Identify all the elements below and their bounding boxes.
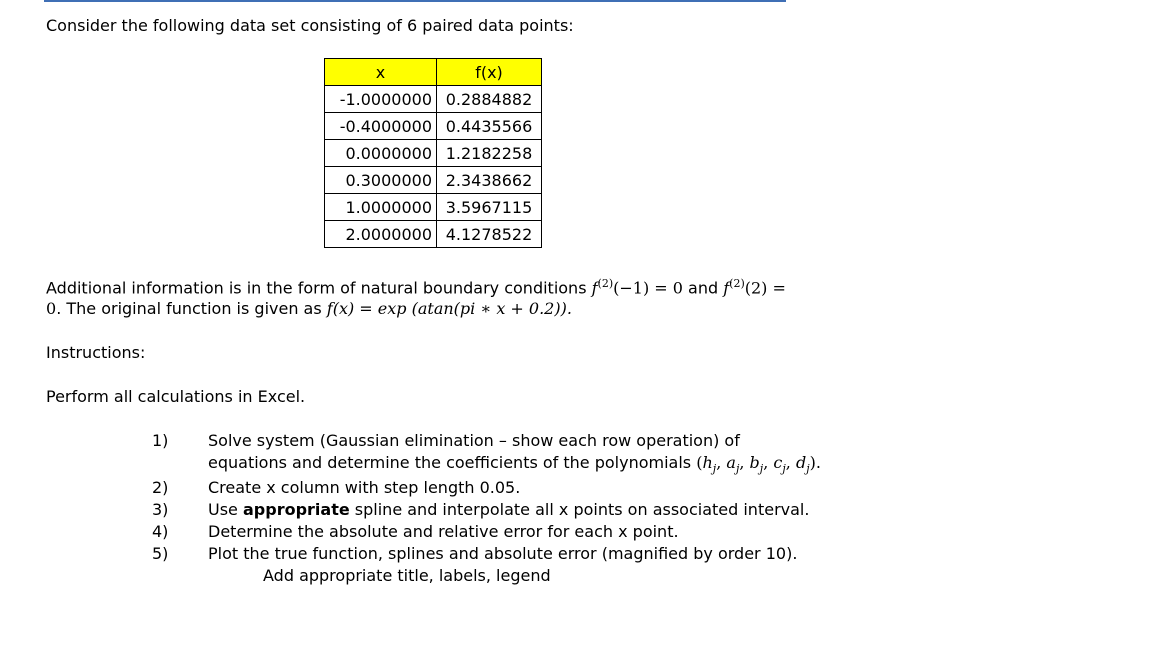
cell-x: 2.0000000 bbox=[325, 221, 437, 248]
table-row bbox=[325, 113, 542, 140]
cell-x: -0.4000000 bbox=[325, 113, 437, 140]
step-text-post: spline and interpolate all x points on associated interval. bbox=[349, 500, 810, 519]
math-zero: 0 bbox=[46, 299, 57, 318]
step-number: 5) bbox=[152, 544, 169, 563]
math-paren: ( bbox=[696, 453, 703, 472]
step-number: 3) bbox=[152, 500, 169, 519]
math-h: h bbox=[702, 453, 713, 472]
math-a: a bbox=[726, 453, 736, 472]
math-sub: j bbox=[712, 462, 717, 476]
step-text-bold: appropriate bbox=[242, 500, 350, 519]
step-text: Plot the true function, splines and absolute error (magnified by order 10). bbox=[208, 544, 798, 563]
boundary-text: Additional information is in the form of natural boundary conditions bbox=[46, 278, 592, 298]
coefficients-text: equations and determine the coefficients of the polynomials bbox=[208, 453, 697, 472]
and-text: and bbox=[682, 278, 724, 298]
math-f: f bbox=[723, 278, 730, 298]
math-cond1: (−1) = 0 bbox=[613, 278, 683, 298]
math-b: b bbox=[749, 453, 760, 472]
boundary-conditions-line1 bbox=[46, 277, 786, 297]
table-row bbox=[325, 86, 542, 113]
table-row bbox=[325, 140, 542, 167]
math-close: ). bbox=[809, 453, 821, 472]
step-text-continued: Add appropriate title, labels, legend bbox=[263, 566, 551, 585]
cell-fx: 4.1278522 bbox=[437, 221, 542, 248]
math-c: c bbox=[773, 453, 783, 472]
math-d: d bbox=[795, 453, 807, 472]
boundary-conditions-line2 bbox=[46, 299, 572, 318]
cell-x: 1.0000000 bbox=[325, 194, 437, 221]
math-sub: j bbox=[782, 462, 786, 476]
step-text: Determine the absolute and relative error for each x point. bbox=[208, 522, 679, 541]
header-x: x bbox=[325, 59, 437, 86]
original-function-text: . The original function is given as bbox=[56, 299, 327, 318]
cell-fx: 1.2182258 bbox=[437, 140, 542, 167]
math-cond2: (2) = bbox=[744, 278, 786, 298]
math-f: f bbox=[591, 278, 598, 298]
cell-fx: 3.5967115 bbox=[437, 194, 542, 221]
step-number: 1) bbox=[152, 431, 169, 450]
data-table bbox=[324, 58, 542, 248]
table-row bbox=[325, 194, 542, 221]
header-fx: f(x) bbox=[437, 59, 542, 86]
math-function: f(x) = exp (atan(pi ∗ x + 0.2)). bbox=[326, 299, 572, 318]
table-row bbox=[325, 167, 542, 194]
math-sub: j bbox=[759, 462, 764, 476]
instructions-label: Instructions: bbox=[46, 343, 146, 362]
table-header-row bbox=[325, 59, 542, 86]
math-order: (2) bbox=[597, 277, 614, 290]
step-text bbox=[208, 500, 809, 519]
top-rule bbox=[44, 0, 786, 2]
cell-x: 0.0000000 bbox=[325, 140, 437, 167]
cell-fx: 0.2884882 bbox=[437, 86, 542, 113]
step-number: 2) bbox=[152, 478, 169, 497]
math-order: (2) bbox=[729, 277, 745, 290]
math-sub: j bbox=[806, 462, 810, 476]
cell-fx: 2.3438662 bbox=[437, 167, 542, 194]
step-text-pre: Use bbox=[208, 500, 243, 519]
cell-x: 0.3000000 bbox=[325, 167, 437, 194]
step-text-continued: equations and determine the coefficients of the polynomials ($h_j$, $a_j$, $b_j$, $c_j$, $d_j$). bbox=[208, 453, 821, 476]
table-row bbox=[325, 221, 542, 248]
excel-note: Perform all calculations in Excel. bbox=[46, 387, 306, 406]
intro-text: Consider the following data set consisting of 6 paired data points: bbox=[46, 16, 574, 35]
step-text: Create x column with step length 0.05. bbox=[208, 478, 521, 497]
cell-x: -1.0000000 bbox=[325, 86, 437, 113]
step-number: 4) bbox=[152, 522, 169, 541]
math-sub: j bbox=[735, 462, 740, 476]
step-text: Solve system (Gaussian elimination – show each row operation) of bbox=[208, 431, 740, 450]
cell-fx: 0.4435566 bbox=[437, 113, 542, 140]
